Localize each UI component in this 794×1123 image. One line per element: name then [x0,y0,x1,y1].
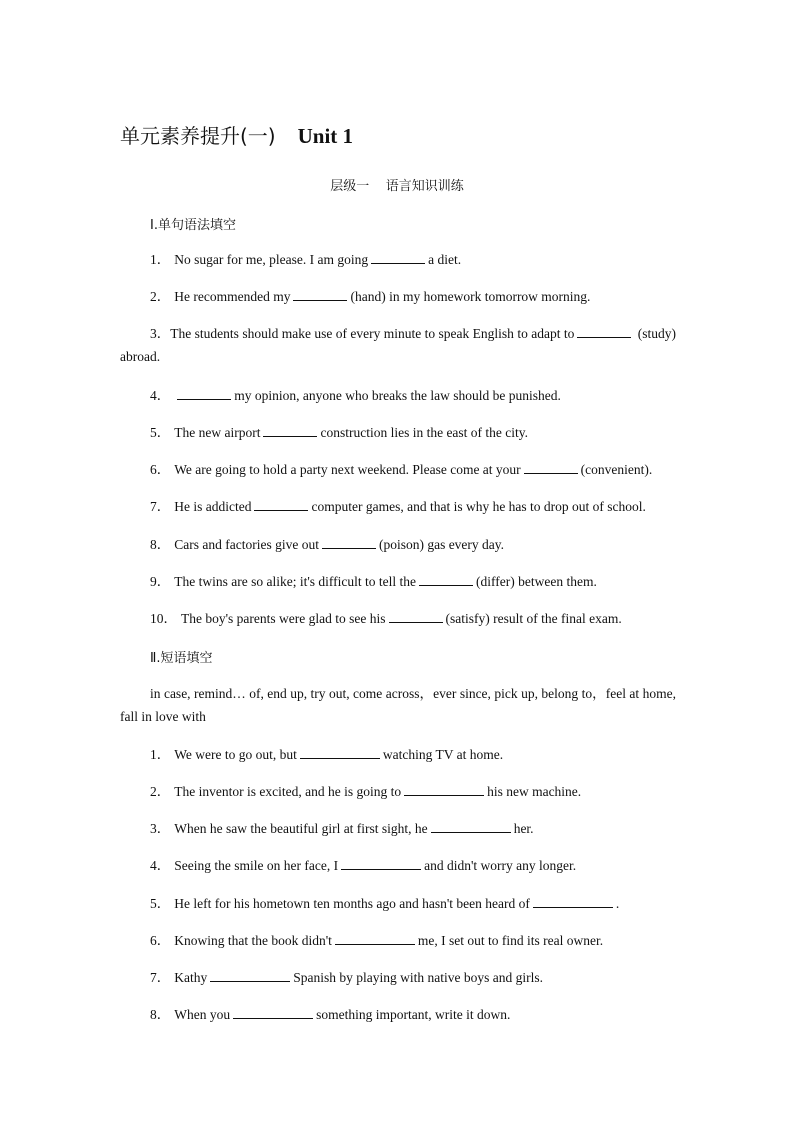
question-text: Knowing that the book didn't [174,933,332,948]
question-number: 8． [150,1007,171,1022]
title-unit: Unit 1 [297,124,354,148]
question-text: Seeing the smile on her face, I [174,858,339,873]
s1-question-3 [120,322,676,368]
question-number: 8． [150,537,171,552]
answer-blank[interactable] [335,931,415,945]
s1-question-5 [150,421,674,444]
answer-blank[interactable] [341,856,421,870]
question-number: 9． [150,574,171,589]
question-number: 1． [150,252,171,267]
question-text: The inventor is excited, and he is going to [174,784,402,799]
question-text: (convenient). [580,462,653,477]
s2-question-5 [150,892,674,915]
s1-question-6 [150,458,674,481]
question-number: 10． [150,611,177,626]
s1-question-4 [150,384,674,407]
question-number: 6． [150,933,171,948]
question-number: 3． [150,821,171,836]
question-text: watching TV at home. [382,747,504,762]
question-text: something important, write it down. [316,1007,511,1022]
page-title [120,120,353,149]
question-text: The new airport [174,425,261,440]
question-number: 5． [150,425,171,440]
s2-question-8 [150,1003,674,1026]
s1-question-2 [150,285,674,308]
answer-blank[interactable] [293,287,347,301]
question-text: a diet. [428,252,462,267]
s2-question-3 [150,817,674,840]
question-text: Cars and factories give out [174,537,319,552]
answer-blank[interactable] [389,609,443,623]
answer-blank[interactable] [431,819,511,833]
question-text: construction lies in the east of the city. [320,425,529,440]
s1-question-10 [150,607,674,630]
question-text: my opinion, anyone who breaks the law should be punished. [234,388,561,403]
s2-question-6 [150,929,674,952]
section-2-heading: Ⅱ.短语填空 [150,651,213,666]
question-text: When you [174,1007,231,1022]
question-text: We are going to hold a party next weekend. Please come at your [174,462,521,477]
question-number: 4． [150,388,171,403]
s2-question-2 [150,780,674,803]
s2-question-7 [150,966,674,989]
answer-blank[interactable] [533,894,613,908]
question-text: The students should make use of every minute to speak English to adapt to [170,326,575,341]
question-number: 4． [150,858,171,873]
answer-blank[interactable] [404,782,484,796]
answer-blank[interactable] [254,497,308,511]
question-text: (study) abroad. [120,326,677,364]
question-number: 7． [150,970,171,985]
question-number: 7． [150,499,171,514]
answer-blank[interactable] [524,460,578,474]
level-heading: 层级一 语言知识训练 [330,179,464,194]
question-text: (satisfy) result of the final exam. [445,611,622,626]
answer-blank[interactable] [371,250,425,264]
question-number: 2． [150,784,171,799]
question-text: . [615,896,620,911]
question-text: (poison) gas every day. [378,537,505,552]
answer-blank[interactable] [233,1005,313,1019]
question-number: 6． [150,462,171,477]
s1-question-9 [150,570,674,593]
question-text: (hand) in my homework tomorrow morning. [350,289,591,304]
phrase-bank: in case, remind… of, end up, try out, come across，ever since, pick up, belong to，feel at home, fall in love with [120,686,676,724]
s1-question-7 [150,495,674,518]
question-number: 5． [150,896,171,911]
answer-blank[interactable] [210,968,290,982]
question-text: Kathy [174,970,208,985]
question-text: The boy's parents were glad to see his [181,611,386,626]
answer-blank[interactable] [419,572,473,586]
question-text: Spanish by playing with native boys and girls. [293,970,543,985]
question-text: When he saw the beautiful girl at first sight, he [174,821,428,836]
question-text: me, I set out to find its real owner. [417,933,604,948]
s1-question-1 [150,248,674,271]
answer-blank[interactable] [577,324,631,338]
question-number: 1． [150,747,171,762]
question-number: 3． [150,326,171,341]
question-text: He is addicted [174,499,252,514]
title-chinese: 单元素养提升(一) [120,124,276,148]
question-text: No sugar for me, please. I am going [174,252,369,267]
s2-question-1 [150,743,674,766]
question-text: and didn't worry any longer. [424,858,577,873]
question-text: his new machine. [487,784,582,799]
answer-blank[interactable] [322,535,376,549]
question-text: computer games, and that is why he has to drop out of school. [311,499,646,514]
question-text: He recommended my [174,289,291,304]
question-text: The twins are so alike; it's difficult to tell the [174,574,417,589]
question-text: (differ) between them. [476,574,597,589]
question-text: He left for his hometown ten months ago and hasn't been heard of [174,896,530,911]
section-1-heading: Ⅰ.单句语法填空 [150,218,236,233]
s2-question-4 [150,854,674,877]
question-number: 2． [150,289,171,304]
question-text: We were to go out, but [174,747,297,762]
s1-question-8 [150,533,674,556]
question-text: her. [513,821,534,836]
answer-blank[interactable] [177,386,231,400]
answer-blank[interactable] [263,423,317,437]
answer-blank[interactable] [300,745,380,759]
